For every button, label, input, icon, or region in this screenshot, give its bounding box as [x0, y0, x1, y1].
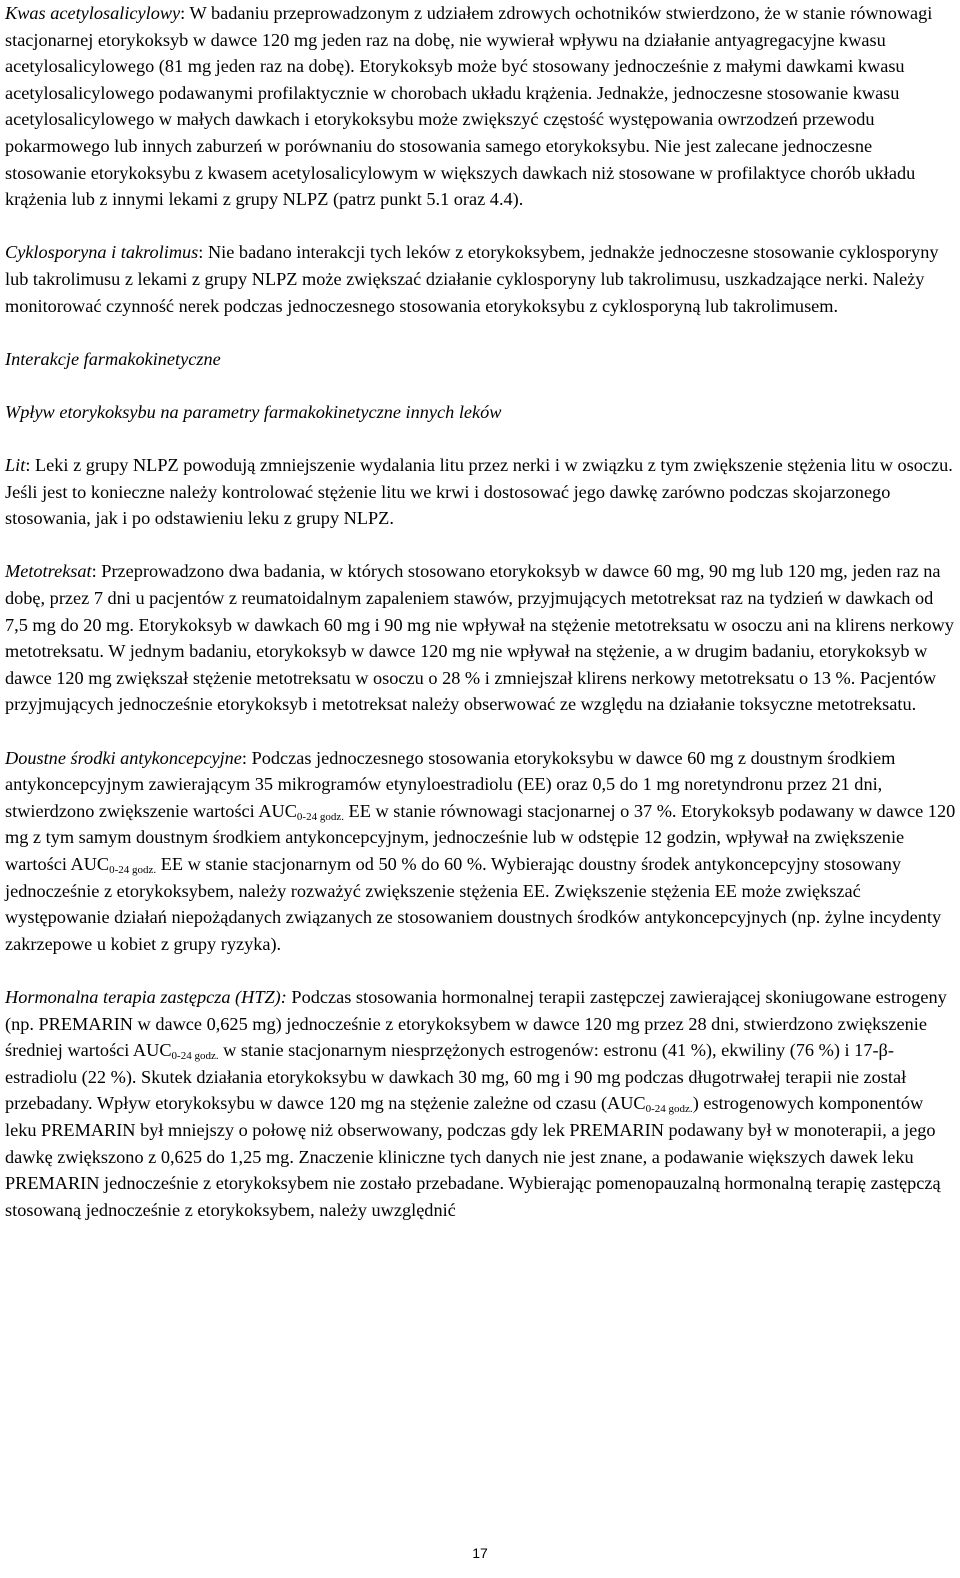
paragraph-text: Nie badano interakcji tych leków z etorykoksybem, jednakże jednoczesne stosowanie cyklosporyny lub takrolimusu z lekami z grupy NLPZ może zwiększać działanie cyklosporyny lub takrolimusu, uszkadzające nerki. Należy monitorować czynność nerek podczas jednoczesnego stosowania etorykoksybu z cyklosporyną lub takrolimusem. — [5, 242, 939, 316]
paragraph-oral-contraceptives — [5, 745, 957, 958]
term-separator: : — [241, 747, 247, 768]
auc-subscript: 0-24 godz. — [645, 1103, 693, 1116]
term-separator: : — [198, 242, 204, 263]
paragraph-cyclosporine-tacrolimus — [5, 239, 957, 319]
auc-subscript: 0-24 godz. — [296, 810, 344, 823]
auc-subscript: 0-24 godz. — [171, 1050, 219, 1063]
paragraph-text: Podczas jednoczesnego stosowania etorykoksybu w dawce 60 mg z doustnym środkiem antykoncepcyjnym zawierającym 35 mikrogramów etynyloestradiolu (EE) oraz 0,5 do 1 mg noretyndronu przez 21 dni, stwierdzono zwiększenie wartości AUC — [5, 747, 896, 821]
term-lithium: Lit — [5, 455, 26, 476]
paragraph-lithium — [5, 452, 957, 532]
term-methotrexate: Metotreksat — [5, 561, 92, 582]
paragraph-acetylsalicylic-acid — [5, 0, 957, 213]
paragraph-text: Podczas stosowania hormonalnej terapii zastępczej zawierającej skoniugowane estrogeny (np. PREMARIN w dawce 0,625 mg) jednocześnie z etorykoksybem w dawce 120 mg przez 28 dni, stwierdzono zwiększenie średniej wartości AUC — [5, 986, 947, 1061]
term-separator: : — [180, 3, 186, 23]
term-oral-contraceptives: Doustne środki antykoncepcyjne — [5, 747, 242, 768]
paragraph-text: Leki z grupy NLPZ powodują zmniejszenie wydalania litu przez nerki i w związku z tym zwiększenie stężenia litu w osoczu. Jeśli jest to konieczne należy kontrolować stężenie litu we krwi i dostosować jego dawkę zarówno podczas skojarzonego stosowania, jak i po odstawieniu leku z grupy NLPZ. — [5, 455, 953, 529]
paragraph-hormone-replacement-therapy — [5, 984, 957, 1223]
term-separator: : — [25, 455, 31, 476]
term-separator: : — [91, 561, 97, 582]
paragraph-text: w stanie stacjonarnym niesprzężonych estrogenów: estronu (41 %), ekwiliny (76 %) i 17-β-estradiolu (22 %). Skutek działania etorykoksybu w dawkach 30 mg, 60 mg i 90 mg podczas długotrwałej terapii nie został przebadany. Wpływ etorykoksybu w dawce 120 mg na stężenie zależne od czasu (AUC — [5, 1040, 907, 1114]
document-page — [5, 0, 957, 1250]
paragraph-text: Przeprowadzono dwa badania, w których stosowano etorykoksyb w dawce 60 mg, 90 mg lub 120 mg, jeden raz na dobę, przez 7 dni u pacjentów z reumatoidalnym zapaleniem stawów, przyjmujących metotreksat raz na tydzień w dawkach od 7,5 mg do 20 mg. Etorykoksyb w dawkach 60 mg i 90 mg nie wpływał na stężenie metotreksatu w osoczu ani na klirens nerkowy metotreksatu. W jednym badaniu, etorykoksyb w dawce 120 mg nie wpływał na stężenie, a w drugim badaniu, etorykoksyb w dawce 120 mg zwiększał stężenie metotreksatu w osoczu o 28 % i zmniejszał klirens nerkowy metotreksatu o 13 %. Pacjentów przyjmujących jednocześnie etorykoksyb i metotreksat należy obserwować ze względu na działanie toksyczne metotreksatu. — [5, 561, 954, 715]
paragraph-text: EE w stanie stacjonarnym od 50 % do 60 %. Wybierając doustny środek antykoncepcyjny stosowany jednocześnie z etorykoksybem, należy rozważyć zwiększenie stężenia EE. Zwiększenie stężenia EE może zwiększać występowanie działań niepożądanych związanych ze stosowaniem doustnych środków antykoncepcyjnych (np. żylne incydenty zakrzepowe u kobiet z grupy ryzyka). — [5, 854, 942, 954]
term-hormone-replacement-therapy: Hormonalna terapia zastępcza (HTZ): — [5, 986, 287, 1007]
page-number: 17 — [472, 1545, 488, 1561]
paragraph-methotrexate — [5, 558, 957, 718]
term-cyclosporine-tacrolimus: Cyklosporyna i takrolimus — [5, 242, 199, 263]
term-acetylsalicylic-acid: Kwas acetylosalicylowy — [5, 3, 181, 23]
paragraph-text: ) estrogenowych komponentów leku PREMARIN był mniejszy o połowę niż obserwowany, podczas gdy lek PREMARIN podawany był w monoterapii, a jego dawkę zwiększono z 0,625 do 1,25 mg. Znaczenie kliniczne tych danych nie jest znane, a podawanie większych dawek leku PREMARIN jednocześnie z etorykoksybem nie zostało przebadane. Wybierając pomenopauzalną hormonalną terapię zastępczą stosowaną jednocześnie z etorykoksybem, należy uwzględnić — [5, 1093, 941, 1220]
paragraph-text: EE w stanie równowagi stacjonarnej o 37 %. Etorykoksyb podawany w dawce 120 mg z tym samym doustnym środkiem antykoncepcyjnym, jednocześnie lub w odstępie 12 godzin, wpływał na zwiększenie wartości AUC — [5, 800, 956, 874]
heading-effect-on-other-drugs: Wpływ etorykoksybu na parametry farmakokinetyczne innych leków — [5, 401, 502, 422]
heading-pharmacokinetic-interactions: Interakcje farmakokinetyczne — [5, 348, 221, 369]
paragraph-text: W badaniu przeprowadzonym z udziałem zdrowych ochotników stwierdzono, że w stanie równowagi stacjonarnej etorykoksyb w dawce 120 mg jeden raz na dobę, nie wywierał wpływu na działanie antyagregacyjne kwasu acetylosalicylowego (81 mg jeden raz na dobę). Etorykoksyb może być stosowany jednocześnie z małymi dawkami kwasu acetylosalicylowego podawanymi profilaktycznie w chorobach układu krążenia. Jednakże, jednoczesne stosowanie kwasu acetylosalicylowego w małych dawkach i etorykoksybu może zwiększyć częstość występowania owrzodzeń przewodu pokarmowego lub innych zaburzeń w porównaniu do stosowania samego etorykoksybu. Nie jest zalecane jednoczesne stosowanie etorykoksybu z kwasem acetylosalicylowym w większych dawkach niż stosowane w profilaktyce chorób układu krążenia lub z innymi lekami z grupy NLPZ (patrz punkt 5.1 oraz 4.4). — [5, 3, 933, 210]
auc-subscript: 0-24 godz. — [109, 864, 157, 876]
